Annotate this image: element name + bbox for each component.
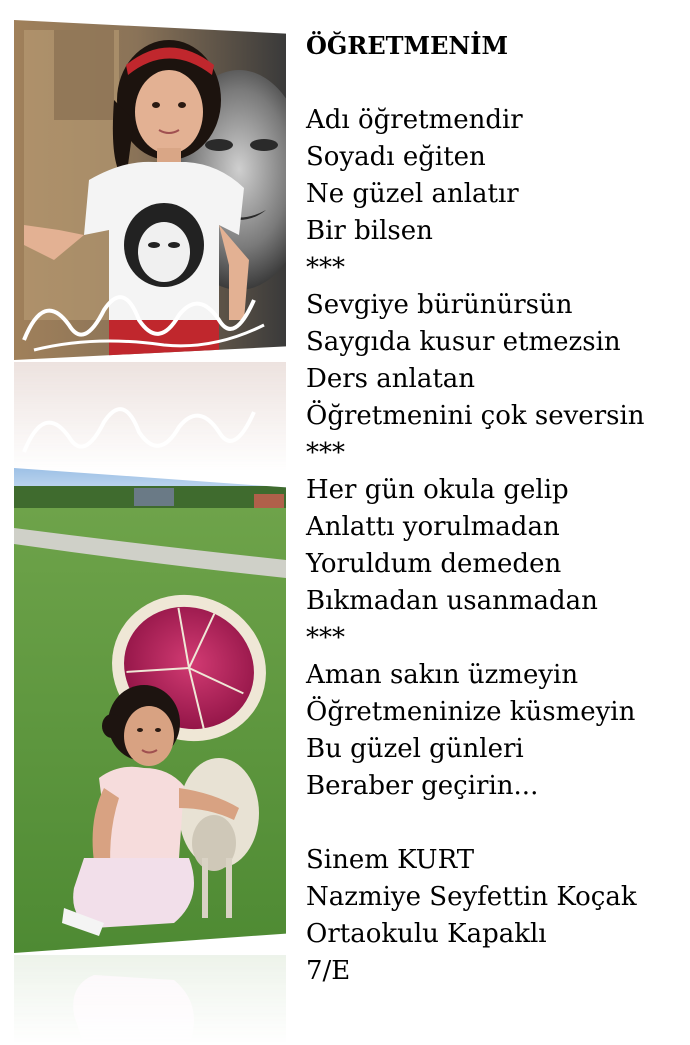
poem-line: Ne güzel anlatır (306, 179, 519, 209)
poem-line: Bir bilsen (306, 216, 433, 246)
poem-line: Yoruldum demeden (306, 549, 562, 579)
poem-line: Soyadı eğiten (306, 142, 486, 172)
stanza-1 (306, 102, 678, 250)
stanza-separator: *** (306, 438, 345, 468)
school-name-line1: Nazmiye Seyfettin Koçak (306, 882, 637, 912)
author-block (306, 842, 678, 990)
photo1-reflection-shape (14, 362, 286, 472)
photo2-reflection (14, 955, 286, 1045)
poem-line: Ders anlatan (306, 364, 476, 394)
poem-line: Her gün okula gelip (306, 475, 569, 505)
poem-line: Saygıda kusur etmezsin (306, 327, 621, 357)
poem-line: Aman sakın üzmeyin (306, 660, 579, 690)
poem-line: Beraber geçirin... (306, 771, 539, 801)
poem-line: Öğretmeninize küsmeyin (306, 697, 636, 727)
author-name: Sinem KURT (306, 845, 475, 875)
poem-line: Anlattı yorulmadan (306, 512, 560, 542)
stanza-2 (306, 287, 678, 435)
poem-line: Öğretmenini çok seversin (306, 401, 645, 431)
photo1-illustration (14, 20, 286, 360)
poem-line: Sevgiye bürünürsün (306, 290, 573, 320)
photo1-block (14, 20, 286, 360)
school-name-line2: Ortaokulu Kapaklı (306, 919, 547, 949)
photo2-illustration (14, 468, 286, 953)
poem-text (306, 30, 678, 990)
photo2-block (14, 468, 286, 953)
class-label: 7/E (306, 956, 351, 986)
girl-with-ataturk-portrait-photo (14, 20, 286, 360)
stanza-3 (306, 472, 678, 620)
photo2-reflection-shape (14, 955, 286, 1045)
photo1-reflection (14, 362, 286, 472)
spacer (306, 805, 678, 842)
poem-line: Bu güzel günleri (306, 734, 524, 764)
poem-title: ÖĞRETMENİM (306, 31, 509, 60)
girl-with-umbrella-and-lamb-photo (14, 468, 286, 953)
poem-line: Bıkmadan usanmadan (306, 586, 598, 616)
stanza-4 (306, 657, 678, 805)
stanza-separator: *** (306, 623, 345, 653)
stanza-separator: *** (306, 253, 345, 283)
poem-line: Adı öğretmendir (306, 105, 523, 135)
